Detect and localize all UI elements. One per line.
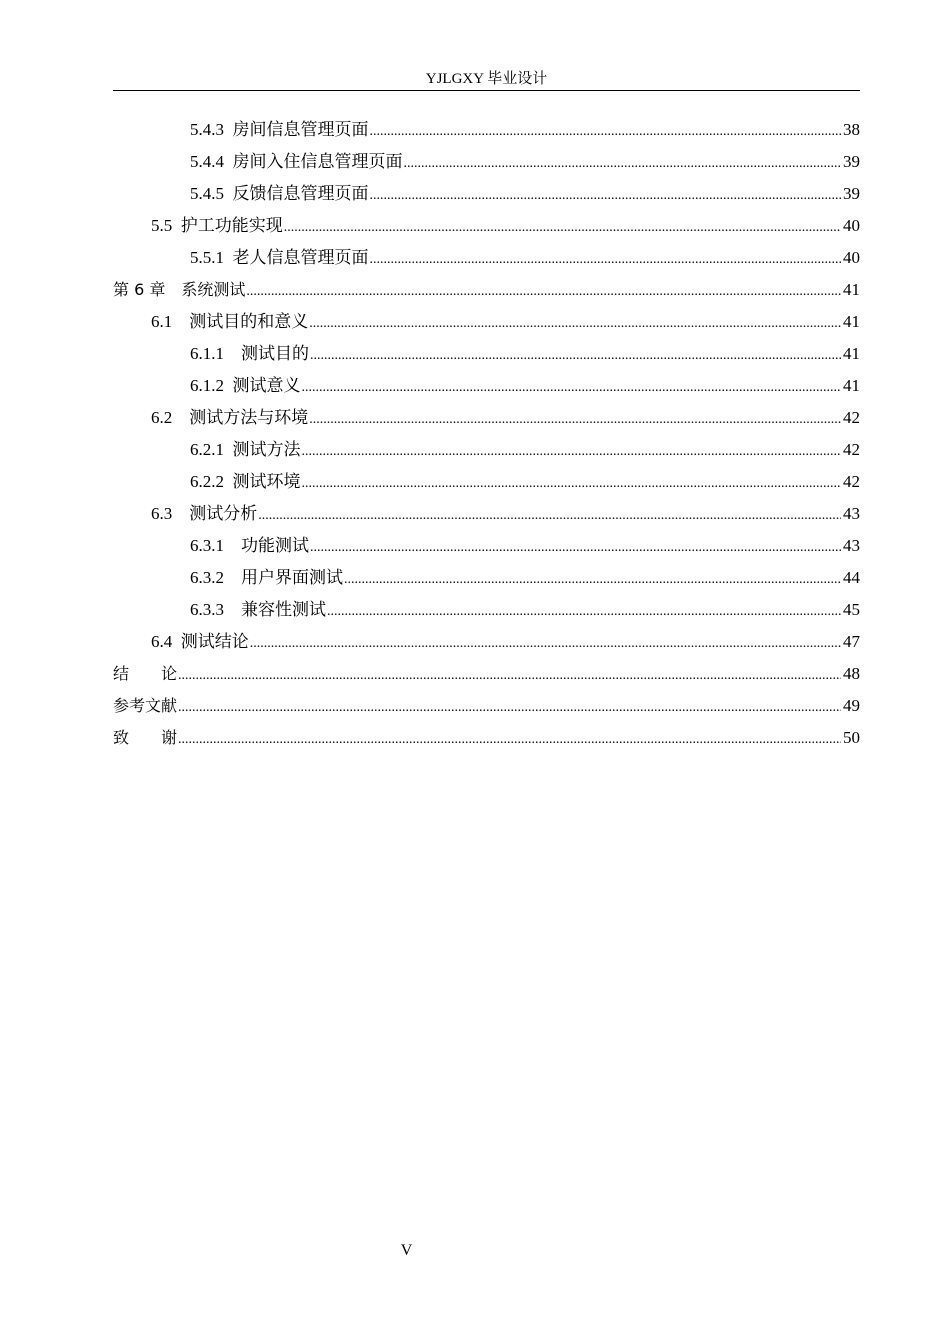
toc-entry-label: 6.2.1 测试方法 bbox=[190, 440, 301, 459]
toc-entry-page: 50 bbox=[843, 728, 860, 747]
toc-dot-leader bbox=[327, 596, 841, 628]
toc-entry-label: 6.1.1 测试目的 bbox=[190, 344, 309, 363]
toc-entry[interactable] bbox=[113, 594, 860, 626]
toc-dot-leader bbox=[370, 244, 842, 276]
toc-entry[interactable] bbox=[113, 146, 860, 178]
toc-entry-label: 6.3.2 用户界面测试 bbox=[190, 568, 343, 587]
toc-dot-leader bbox=[302, 468, 842, 500]
toc-entry-label: 6.3.1 功能测试 bbox=[190, 536, 309, 555]
toc-entry-page: 38 bbox=[843, 120, 860, 139]
toc-dot-leader bbox=[310, 340, 841, 372]
toc-entry[interactable] bbox=[113, 498, 860, 530]
toc-entry-label: 6.1.2 测试意义 bbox=[190, 376, 301, 395]
toc-dot-leader bbox=[284, 212, 841, 244]
toc-entry-label: 5.5.1 老人信息管理页面 bbox=[190, 248, 369, 267]
toc-entry[interactable] bbox=[113, 178, 860, 210]
toc-dot-leader bbox=[370, 116, 842, 148]
toc-entry-label: 6.1 测试目的和意义 bbox=[151, 312, 309, 331]
toc-entry-label: 5.4.3 房间信息管理页面 bbox=[190, 120, 369, 139]
toc-entry-page: 41 bbox=[843, 344, 860, 363]
toc-dot-leader bbox=[404, 148, 842, 180]
toc-dot-leader bbox=[302, 436, 842, 468]
toc-entry[interactable] bbox=[113, 466, 860, 498]
toc-entry-page: 40 bbox=[843, 216, 860, 235]
toc-entry-label: 致 谢 bbox=[113, 728, 178, 747]
toc-entry-label: 第 6 章 系统测试 bbox=[113, 280, 246, 299]
toc-entry-page: 40 bbox=[843, 248, 860, 267]
toc-entry-label: 结 论 bbox=[113, 664, 178, 683]
toc-entry-page: 41 bbox=[843, 376, 860, 395]
page-header: YJLGXY 毕业设计 bbox=[425, 71, 548, 87]
toc-entry-page: 48 bbox=[843, 664, 860, 683]
toc-entry[interactable] bbox=[113, 658, 860, 690]
toc-dot-leader bbox=[309, 308, 841, 340]
toc-entry[interactable] bbox=[113, 562, 860, 594]
toc-entry-page: 43 bbox=[843, 504, 860, 523]
header-rule bbox=[113, 90, 860, 91]
toc-entry-label: 6.2 测试方法与环境 bbox=[151, 408, 309, 427]
toc-dot-leader bbox=[178, 724, 841, 756]
toc-dot-leader bbox=[178, 692, 841, 724]
toc-entry-label: 6.2.2 测试环境 bbox=[190, 472, 301, 491]
toc-entry[interactable] bbox=[113, 626, 860, 658]
toc-entry[interactable] bbox=[113, 370, 860, 402]
toc-entry-page: 42 bbox=[843, 440, 860, 459]
toc-entry[interactable] bbox=[113, 114, 860, 146]
toc-entry[interactable] bbox=[113, 402, 860, 434]
toc-entry[interactable] bbox=[113, 210, 860, 242]
toc-entry[interactable] bbox=[113, 530, 860, 562]
toc-entry[interactable] bbox=[113, 338, 860, 370]
toc-entry-page: 39 bbox=[843, 152, 860, 171]
toc-entry[interactable] bbox=[113, 306, 860, 338]
toc-entry-page: 42 bbox=[843, 472, 860, 491]
toc-dot-leader bbox=[344, 564, 841, 596]
toc-entry-label: 5.4.5 反馈信息管理页面 bbox=[190, 184, 369, 203]
toc-dot-leader bbox=[250, 628, 841, 660]
toc-entry-label: 5.4.4 房间入住信息管理页面 bbox=[190, 152, 403, 171]
toc-dot-leader bbox=[310, 532, 841, 564]
toc-entry-label: 参考文献 bbox=[113, 696, 178, 715]
page-number: V bbox=[400, 1242, 413, 1259]
toc-entry-page: 43 bbox=[843, 536, 860, 555]
toc-entry[interactable] bbox=[113, 242, 860, 274]
toc-entry-label: 5.5 护工功能实现 bbox=[151, 216, 283, 235]
toc-dot-leader bbox=[302, 372, 842, 404]
toc-entry[interactable] bbox=[113, 434, 860, 466]
toc-entry-page: 41 bbox=[843, 280, 860, 299]
toc-entry-page: 47 bbox=[843, 632, 860, 651]
toc-entry[interactable] bbox=[113, 274, 860, 306]
toc-entry[interactable] bbox=[113, 690, 860, 722]
toc-entry-label: 6.4 测试结论 bbox=[151, 632, 249, 651]
toc-entry-page: 41 bbox=[843, 312, 860, 331]
toc-entry[interactable] bbox=[113, 722, 860, 754]
toc-entry-page: 44 bbox=[843, 568, 860, 587]
toc-entry-page: 49 bbox=[843, 696, 860, 715]
toc-entry-page: 39 bbox=[843, 184, 860, 203]
toc-dot-leader bbox=[246, 276, 841, 308]
toc-entry-label: 6.3 测试分析 bbox=[151, 504, 258, 523]
toc-entry-page: 42 bbox=[843, 408, 860, 427]
toc-dot-leader bbox=[258, 500, 841, 532]
toc-dot-leader bbox=[178, 660, 841, 692]
toc-entry-label: 6.3.3 兼容性测试 bbox=[190, 600, 326, 619]
toc-entry-page: 45 bbox=[843, 600, 860, 619]
toc-dot-leader bbox=[309, 404, 841, 436]
table-of-contents bbox=[113, 114, 860, 754]
toc-dot-leader bbox=[370, 180, 842, 212]
